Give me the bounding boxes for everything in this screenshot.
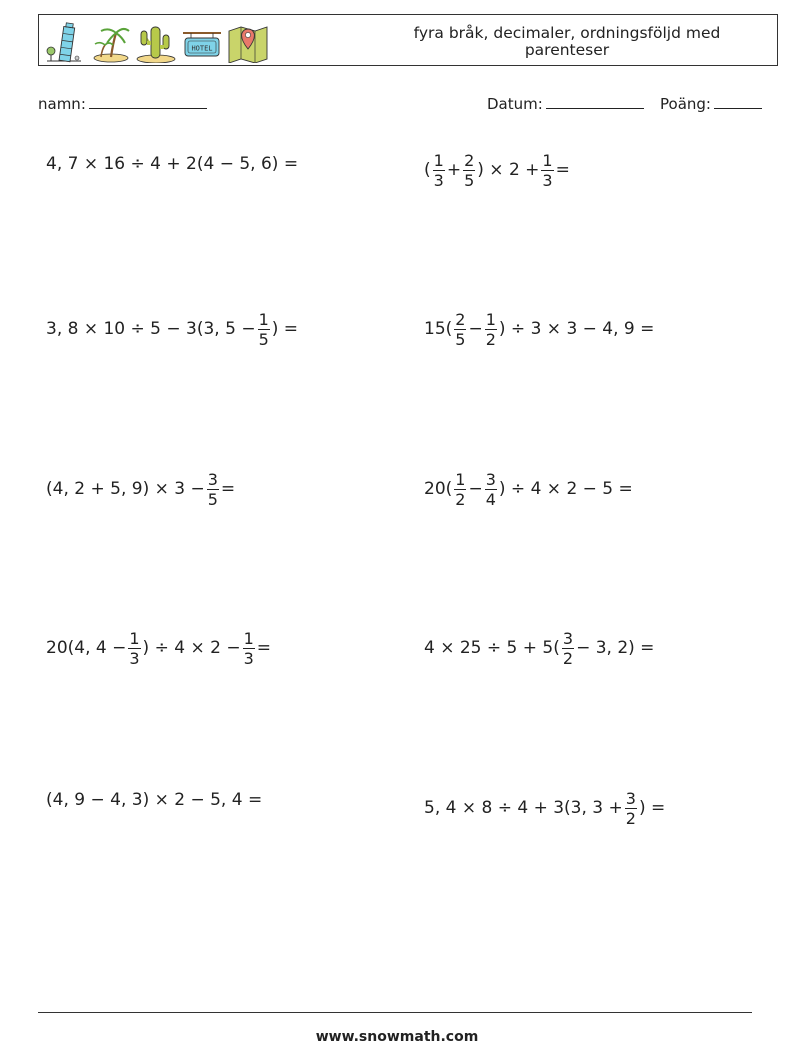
- fraction-numerator: 3: [485, 469, 496, 489]
- expression-text: ) × 2 +: [477, 160, 540, 180]
- fraction: [541, 151, 553, 190]
- worksheet-title: fyra bråk, decimaler, ordningsföljd med parenteser: [413, 24, 721, 59]
- problem-2: [424, 147, 570, 193]
- fraction: [454, 310, 466, 349]
- fraction-denominator: 3: [129, 648, 140, 668]
- fraction-denominator: 5: [207, 489, 218, 509]
- fraction: [485, 310, 497, 349]
- fraction-numerator: 1: [258, 309, 269, 329]
- score-line: [714, 94, 762, 109]
- header-icons: [43, 19, 269, 63]
- expression-text: =: [256, 638, 271, 658]
- problem-1: [46, 141, 298, 187]
- fraction-numerator: 3: [207, 469, 218, 489]
- fraction-numerator: 2: [455, 309, 466, 329]
- hotel-sign-icon: [181, 21, 223, 63]
- date-label: Datum:: [487, 95, 543, 113]
- expression-text: +: [446, 160, 462, 180]
- fraction-denominator: 3: [542, 170, 553, 190]
- fraction-numerator: 3: [562, 628, 574, 648]
- fraction: [562, 629, 574, 668]
- fraction-numerator: 3: [625, 788, 636, 808]
- expression-text: =: [220, 479, 236, 499]
- date-field: [487, 94, 644, 113]
- fraction: [454, 470, 466, 509]
- score-field: [660, 94, 762, 113]
- expression-text: 3, 8 × 10 ÷ 5 − 3(3, 5 −: [46, 319, 256, 339]
- fraction: [243, 629, 255, 668]
- expression-text: 15(: [424, 319, 453, 339]
- expression-text: ) =: [271, 319, 299, 339]
- fraction-numerator: 1: [129, 628, 140, 648]
- expression-text: (4, 2 + 5, 9) × 3 −: [46, 479, 205, 499]
- expression-text: 20(: [424, 479, 453, 499]
- fraction-numerator: 1: [485, 309, 496, 329]
- expression-text: ) ÷ 3 × 3 − 4, 9 =: [498, 319, 655, 339]
- fraction-denominator: 2: [625, 808, 636, 828]
- expression-text: ) ÷ 4 × 2 −: [142, 638, 241, 658]
- expression-text: =: [555, 160, 570, 180]
- score-label: Poäng:: [660, 95, 711, 113]
- map-pin-icon: [227, 21, 269, 63]
- fraction: [128, 629, 140, 668]
- fraction-numerator: 1: [455, 469, 466, 489]
- name-field: [38, 94, 207, 113]
- date-line: [546, 94, 644, 109]
- expression-text: −: [468, 319, 483, 339]
- fraction-numerator: 2: [464, 150, 475, 170]
- fraction-denominator: 5: [455, 329, 466, 349]
- expression-text: 4, 7 × 16 ÷ 4 + 2(4 − 5, 6) =: [46, 154, 299, 174]
- fraction-denominator: 3: [243, 648, 254, 668]
- fraction-denominator: 5: [464, 170, 475, 190]
- expression-text: − 3, 2) =: [576, 638, 655, 658]
- problem-4: [424, 306, 654, 352]
- expression-text: ) =: [638, 798, 666, 818]
- fraction: [433, 151, 445, 190]
- fraction-numerator: 1: [433, 150, 444, 170]
- problem-3: [46, 306, 298, 352]
- fraction: [485, 470, 497, 509]
- header-box: [38, 14, 778, 66]
- problem-8: [424, 625, 654, 671]
- fraction: [258, 310, 270, 349]
- expression-text: 4 × 25 ÷ 5 + 5(: [424, 638, 560, 658]
- fraction-denominator: 3: [433, 170, 444, 190]
- fraction-denominator: 2: [455, 489, 466, 509]
- name-label: namn:: [38, 95, 86, 113]
- fraction-denominator: 2: [485, 329, 496, 349]
- expression-text: 20(4, 4 −: [46, 638, 127, 658]
- fraction: [625, 789, 637, 828]
- fraction-numerator: 1: [243, 628, 254, 648]
- fraction-denominator: 4: [485, 489, 496, 509]
- fraction-numerator: 1: [542, 150, 553, 170]
- fraction-denominator: 5: [258, 329, 269, 349]
- expression-text: 5, 4 × 8 ÷ 4 + 3(3, 3 +: [424, 798, 623, 818]
- fraction-denominator: 2: [562, 648, 574, 668]
- expression-text: −: [468, 479, 483, 499]
- problem-9: [46, 777, 262, 823]
- problem-5: [46, 466, 235, 512]
- problem-6: [424, 466, 633, 512]
- footer-divider: [38, 1012, 752, 1013]
- palm-island-icon: [89, 21, 131, 63]
- expression-text: (: [424, 160, 431, 180]
- expression-text: ) ÷ 4 × 2 − 5 =: [498, 479, 633, 499]
- leaning-tower-icon: [43, 21, 85, 63]
- problem-7: [46, 625, 271, 671]
- svg-text:HOTEL: HOTEL: [191, 44, 213, 53]
- problem-10: [424, 785, 665, 831]
- name-line: [89, 94, 207, 109]
- cactus-icon: [135, 21, 177, 63]
- fraction: [207, 470, 219, 509]
- expression-text: (4, 9 − 4, 3) × 2 − 5, 4 =: [46, 790, 263, 810]
- fraction: [463, 151, 475, 190]
- footer-url: www.snowmath.com: [315, 1029, 479, 1045]
